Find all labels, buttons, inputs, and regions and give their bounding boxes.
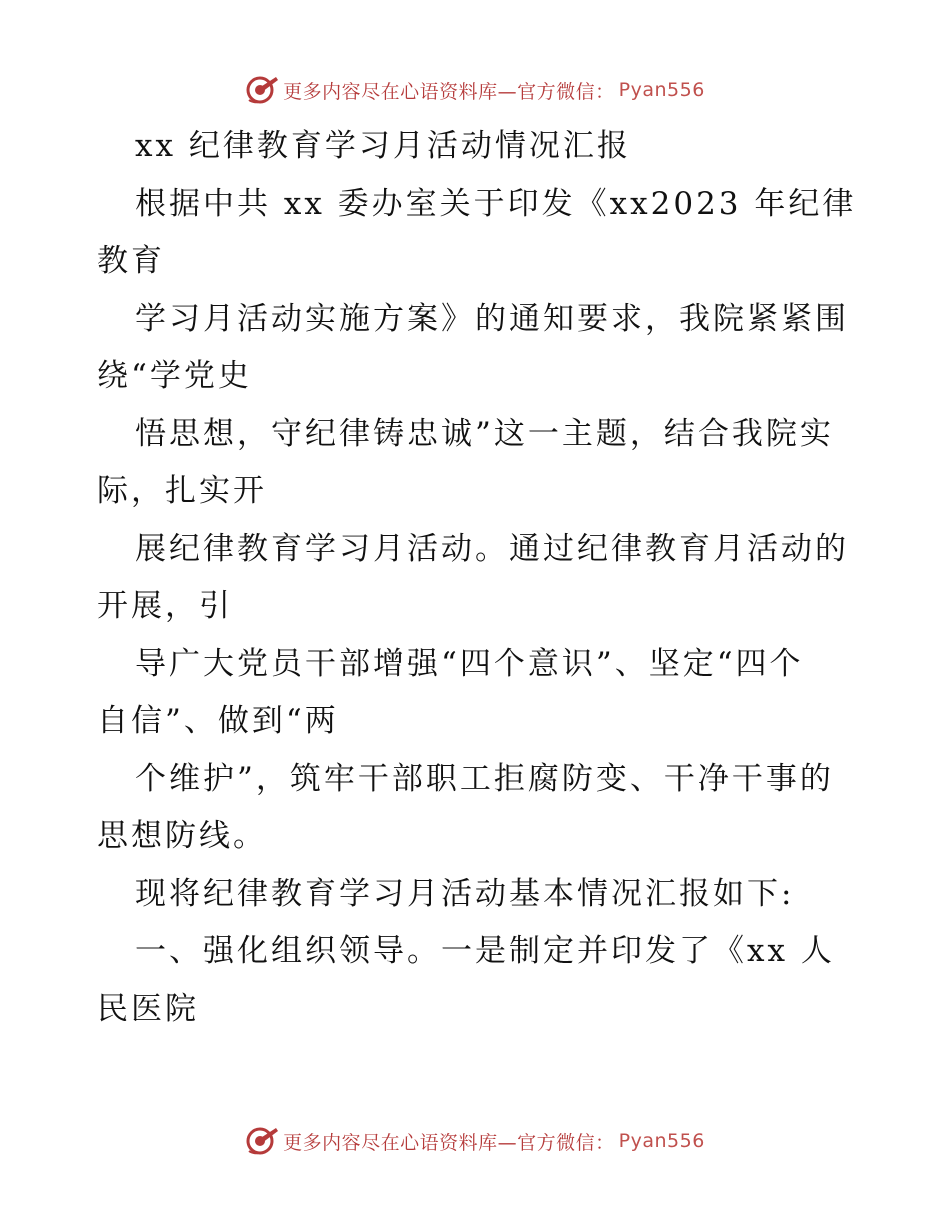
- text-line: 民医院: [97, 990, 199, 1027]
- text-line: 绕“学党史: [97, 358, 252, 394]
- footer-banner: [0, 1121, 950, 1161]
- text-line: 学习月活动实施方案》的通知要求，我院紧紧围: [135, 300, 849, 337]
- text-line: 个维护”，筑牢干部职工拒腐防变、干净干事的: [135, 760, 834, 797]
- banner-wechat-id: Pyan556: [618, 79, 705, 101]
- text-line: 自信”、做到“两: [97, 703, 339, 739]
- text-line: 开展，引: [97, 588, 233, 624]
- text-line: 现将纪律教育学习月活动基本情况汇报如下:: [135, 875, 795, 912]
- text-line: 一、强化组织领导。一是制定并印发了《xx 人: [135, 933, 835, 969]
- text-line: xx 纪律教育学习月活动情况汇报: [135, 128, 631, 164]
- banner-wechat-id: Pyan556: [618, 1130, 705, 1152]
- banner-text: 更多内容尽在心语资料库—官方微信：: [283, 1131, 615, 1154]
- banner-text: 更多内容尽在心语资料库—官方微信：: [283, 80, 615, 103]
- text-line: 展纪律教育学习月活动。通过纪律教育月活动的: [135, 530, 849, 567]
- text-line: 际，扎实开: [97, 473, 267, 509]
- text-line: 思想防线。: [97, 818, 267, 854]
- text-line: 根据中共 xx 委办室关于印发《xx2023 年纪律: [135, 185, 857, 222]
- text-line: 悟思想，守纪律铸忠诚”这一主题，结合我院实: [135, 415, 834, 452]
- pen-seal-logo-icon: [245, 73, 279, 107]
- pen-seal-logo-icon: [245, 1124, 279, 1158]
- text-line: 导广大党员干部增强“四个意识”、坚定“四个: [135, 645, 804, 682]
- text-line: 教育: [97, 243, 165, 279]
- header-banner: [0, 70, 950, 110]
- document-body: [97, 118, 857, 1038]
